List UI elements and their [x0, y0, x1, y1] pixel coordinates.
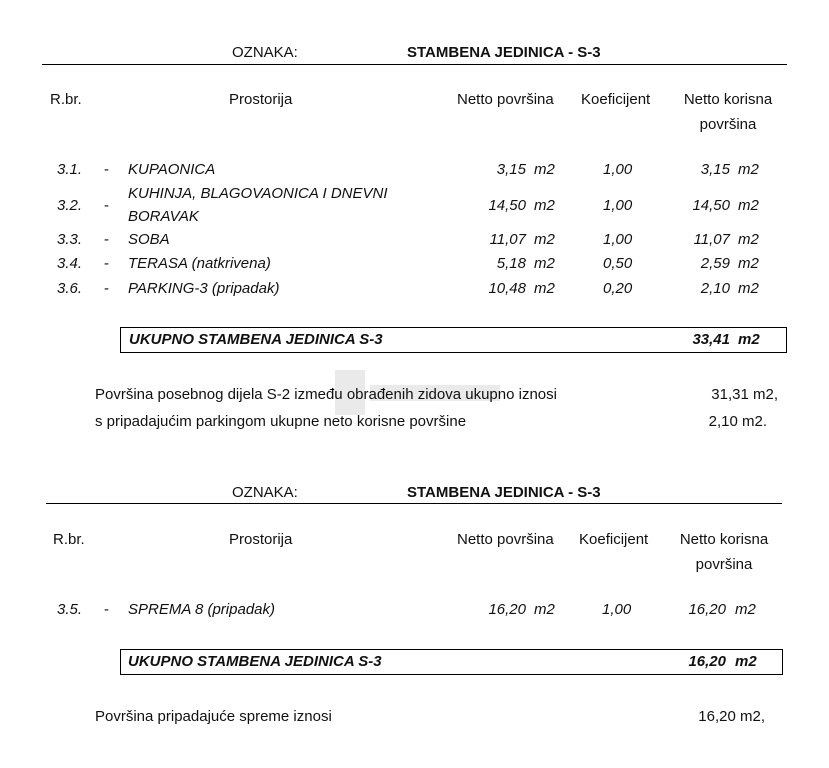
row-area: 5,18 [496, 255, 526, 272]
header-netto-korisna: Netto korisna [679, 531, 769, 548]
row-net-unit: m2 [738, 197, 759, 214]
row-area-unit: m2 [534, 601, 555, 618]
row-area-unit: m2 [534, 231, 555, 248]
row-rbr: 3.1. [57, 161, 83, 178]
row-dash: - [104, 280, 109, 297]
row-dash: - [104, 197, 109, 214]
row-name: TERASA (natkrivena) [128, 255, 271, 272]
note-text: s pripadajućim parkingom ukupne neto korisne površine [95, 413, 467, 430]
row-rbr: 3.3. [57, 231, 83, 248]
header-povrsina: površina [699, 116, 757, 133]
row-area-unit: m2 [534, 280, 555, 297]
header-netto-povrsina: Netto površina [457, 531, 554, 548]
row-net-unit: m2 [738, 255, 759, 272]
note-value: 2,10 m2. [708, 413, 767, 430]
header-netto-korisna: Netto korisna [683, 91, 773, 108]
row-name: PARKING-3 (pripadak) [128, 280, 280, 297]
row-net-unit: m2 [738, 280, 759, 297]
row-net: 2,10 [700, 280, 730, 297]
row-name: SPREMA 8 (pripadak) [128, 601, 275, 618]
total-label: UKUPNO STAMBENA JEDINICA S-3 [129, 331, 383, 348]
header-povrsina: površina [695, 556, 753, 573]
row-net-unit: m2 [738, 231, 759, 248]
row-coef: 0,50 [603, 255, 633, 272]
row-name: SOBA [128, 231, 170, 248]
note-text: Površina posebnog dijela S-2 između obrađenih zidova ukupno iznosi [95, 386, 557, 403]
note-value: 16,20 m2, [698, 708, 765, 725]
header-divider [42, 64, 787, 65]
header-rbr: R.br. [53, 531, 85, 548]
row-area: 16,20 [488, 601, 526, 618]
row-net-unit: m2 [738, 161, 759, 178]
row-coef: 1,00 [603, 231, 633, 248]
row-dash: - [104, 601, 109, 618]
row-coef: 1,00 [602, 601, 632, 618]
row-area: 11,07 [489, 231, 526, 248]
total-value: 33,41 [692, 331, 730, 348]
row-rbr: 3.4. [57, 255, 83, 272]
header-netto-povrsina: Netto površina [457, 91, 554, 108]
row-name: KUHINJA, BLAGOVAONICA I DNEVNI [128, 185, 388, 202]
header-koeficijent: Koeficijent [581, 91, 651, 108]
total-unit: m2 [738, 331, 760, 348]
header-prostorija: Prostorija [229, 531, 293, 548]
row-net-unit: m2 [735, 601, 756, 618]
row-coef: 1,00 [603, 197, 633, 214]
row-net: 2,59 [700, 255, 730, 272]
row-net: 3,15 [700, 161, 730, 178]
row-area: 10,48 [488, 280, 526, 297]
note-value: 31,31 m2, [711, 386, 778, 403]
row-coef: 1,00 [603, 161, 633, 178]
row-area-unit: m2 [534, 197, 555, 214]
total-label: UKUPNO STAMBENA JEDINICA S-3 [128, 653, 382, 670]
header-rbr: R.br. [50, 91, 82, 108]
row-net: 14,50 [692, 197, 730, 214]
header-prostorija: Prostorija [229, 91, 293, 108]
header-koeficijent: Koeficijent [579, 531, 649, 548]
row-dash: - [104, 255, 109, 272]
row-rbr: 3.2. [57, 197, 83, 214]
row-area: 14,50 [488, 197, 526, 214]
oznaka-value: STAMBENA JEDINICA - S-3 [407, 484, 601, 501]
row-name: KUPAONICA [128, 161, 216, 178]
oznaka-value: STAMBENA JEDINICA - S-3 [407, 44, 601, 61]
total-value: 16,20 [688, 653, 726, 670]
row-area-unit: m2 [534, 161, 555, 178]
note-text: Površina pripadajuće spreme iznosi [95, 708, 332, 725]
oznaka-label: OZNAKA: [232, 44, 298, 61]
row-net: 16,20 [688, 601, 726, 618]
row-area-unit: m2 [534, 255, 555, 272]
row-dash: - [104, 231, 109, 248]
header-divider [46, 503, 782, 504]
row-area: 3,15 [496, 161, 526, 178]
row-dash: - [104, 161, 109, 178]
row-coef: 0,20 [603, 280, 633, 297]
row-rbr: 3.6. [57, 280, 83, 297]
total-unit: m2 [735, 653, 757, 670]
row-rbr: 3.5. [57, 601, 83, 618]
row-name-line2: BORAVAK [128, 208, 199, 225]
row-net: 11,07 [693, 231, 730, 248]
oznaka-label: OZNAKA: [232, 484, 298, 501]
